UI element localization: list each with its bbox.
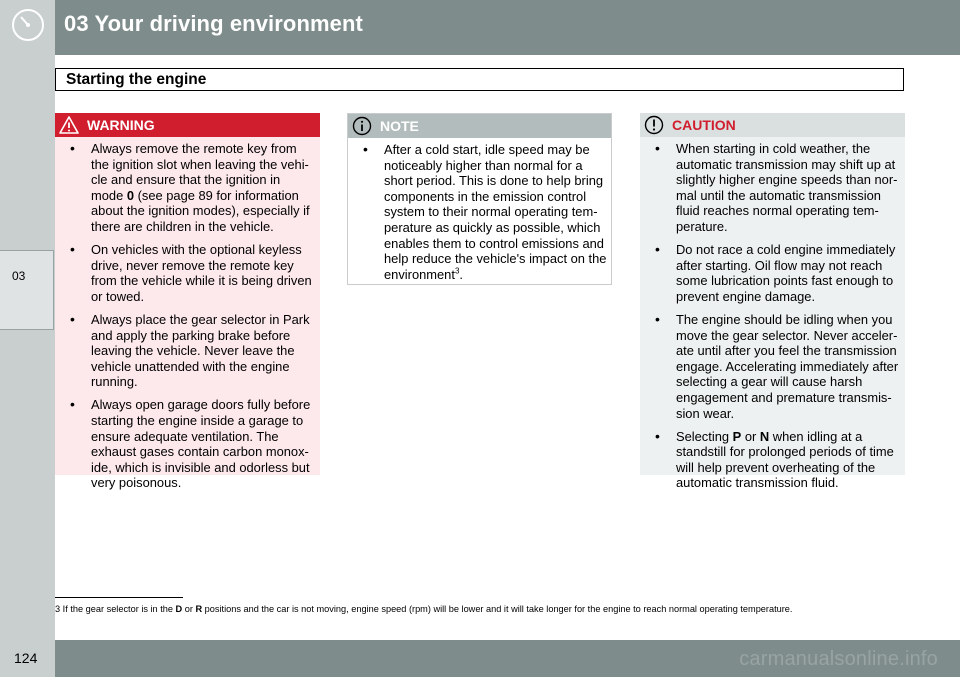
note-label: NOTE [380,118,419,134]
warning-box [55,113,320,491]
note-box [347,113,612,285]
warning-triangle-icon [59,115,79,135]
caution-header [640,113,905,137]
warning-body [55,137,320,499]
page-header [0,0,960,55]
gauge-icon [11,8,45,42]
page-footer [0,640,960,677]
caution-body [640,137,905,499]
warning-item: • Always place the gear selector in Park and apply the parking brake before leaving the vehicle. Never leave the vehicle unattended with the engine running. [59,312,316,390]
page-number: 124 [14,650,38,666]
note-header [348,114,611,138]
warning-header [55,113,320,137]
note-body [348,138,611,290]
footnote-ref: 3 [454,266,460,276]
caution-box [640,113,905,491]
warning-item: • Always remove the remote key from the ignition slot when leaving the vehi-cle and ensure that the ignition in mode 0 (see page 89 for information about the ignition modes), especially if there are children in the vehicle. [59,141,316,235]
footnote: 3 If the gear selector is in the D or R positions and the car is not moving, engine speed (rpm) will be lower and it will take longer for the engine to reach normal operating temperature. [55,604,793,614]
note-item: • After a cold start, idle speed may be noticeably higher than normal for a short period. This is done to help bring components in the emission control system to their normal operating tem-perature as quickly as possible, which enables them to control emissions and help reduce the vehicle's impact on the environment$^3$. [352,142,607,282]
exclamation-circle-icon [644,115,664,135]
watermark: carmanualsonline.info [739,648,938,670]
warning-label: WARNING [87,117,155,133]
caution-item: • When starting in cold weather, the automatic transmission may shift up at slightly higher engine speeds than nor-mal until the automatic transmission fluid reaches normal operating tem-perature. [644,141,901,235]
page-title: 03 Your driving environment [64,11,363,36]
caution-item: • The engine should be idling when you move the gear selector. Never acceler-ate until after you feel the transmission engage. Accelerating immediately after selecting a gear will cause harsh engagement and premature transmis-sion wear. [644,312,901,421]
warning-item: • On vehicles with the optional keyless drive, never remove the remote key from the vehicle while it is being driven or towed. [59,242,316,304]
section-title: Starting the engine [66,71,207,88]
footnote-divider [55,597,183,598]
footer-page-box [0,640,55,677]
header-icon-box [0,0,55,55]
warning-item: • Always open garage doors fully before starting the engine inside a garage to ensure adequate ventilation. The exhaust gases contain carbon monox-ide, which is invisible and odorless but very poisonous. [59,397,316,491]
caution-item: • Selecting P or N when idling at a standstill for prolonged periods of time will help prevent overheating of the automatic transmission fluid. [644,429,901,491]
chapter-sidebar [0,55,55,640]
caution-label: CAUTION [672,117,736,133]
chapter-tab[interactable] [0,250,54,330]
info-icon [352,116,372,136]
chapter-tab-label: 03 [12,269,26,283]
section-heading-bar [55,68,904,91]
caution-item: • Do not race a cold engine immediately after starting. Oil flow may not reach some lubrication points fast enough to prevent engine damage. [644,242,901,304]
